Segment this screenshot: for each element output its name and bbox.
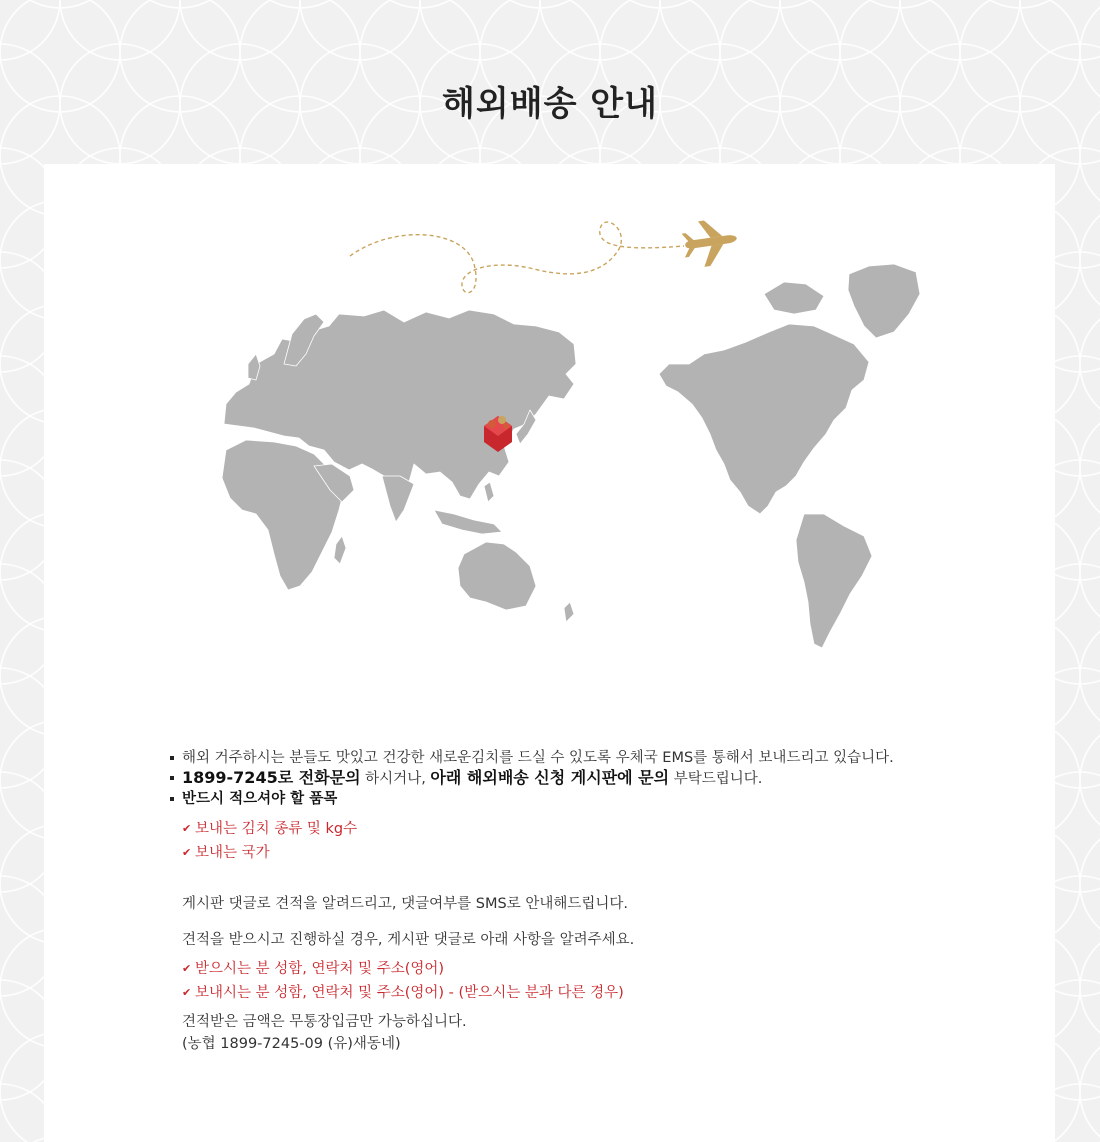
proceed-items-list — [170, 957, 1030, 1005]
airplane-icon — [680, 216, 740, 269]
check-icon: ✔ — [182, 822, 192, 835]
list-item: ✔ 보내는 김치 종류 및 kg수 — [182, 817, 1030, 841]
arctic-islands — [764, 282, 824, 314]
greenland — [848, 264, 920, 338]
south-america — [796, 514, 872, 648]
content-panel — [44, 164, 1055, 1142]
notice-line-contact: 1899-7245로 전화문의 하시거나, 아래 해외배송 신청 게시판에 문의 부탁드립니다. — [170, 768, 1030, 789]
madagascar — [334, 536, 346, 564]
check-icon: ✔ — [182, 962, 192, 975]
africa — [222, 440, 344, 590]
page-title: 해외배송 안내 — [442, 84, 658, 124]
world-map-icon — [164, 214, 924, 664]
check-icon: ✔ — [182, 986, 192, 999]
world-map-illustration — [164, 214, 924, 664]
bank-account: (농협 1899-7245-09 (유)새동네) — [182, 1036, 401, 1052]
payment-info: 견적받은 금액은 무통장입금만 가능하십니다. — [182, 1014, 467, 1030]
board-inquiry: 아래 해외배송 신청 게시판에 문의 — [430, 768, 670, 787]
required-items-list — [170, 817, 1030, 865]
flight-path — [350, 222, 684, 293]
indonesia — [434, 510, 502, 534]
north-america — [659, 324, 869, 514]
phone-inquiry: 1899-7245로 전화문의 — [182, 768, 361, 787]
quote-info: 게시판 댓글로 견적을 알려드리고, 댓글여부를 SMS로 안내해드립니다. — [182, 896, 628, 912]
list-item: ✔ 받으시는 분 성함, 연락처 및 주소(영어) — [182, 957, 1030, 981]
new-zealand — [564, 602, 574, 622]
list-item: ✔ 보내시는 분 성함, 연락처 및 주소(영어) - (받으시는 분과 다른 경우) — [182, 981, 1030, 1005]
required-heading: 반드시 적으셔야 할 품목 — [170, 789, 1030, 809]
notice-line-ems: 해외 거주하시는 분들도 맛있고 건강한 새로운김치를 드실 수 있도록 우체국 EMS를 통해서 보내드리고 있습니다. — [170, 748, 1030, 768]
philippines — [484, 482, 494, 502]
list-item: ✔ 보내는 국가 — [182, 841, 1030, 865]
india — [382, 476, 414, 522]
australia — [458, 542, 536, 610]
proceed-info: 견적을 받으시고 진행하실 경우, 게시판 댓글로 아래 사항을 알려주세요. — [182, 932, 635, 948]
check-icon: ✔ — [182, 846, 192, 859]
shipping-notice — [170, 748, 1030, 1055]
